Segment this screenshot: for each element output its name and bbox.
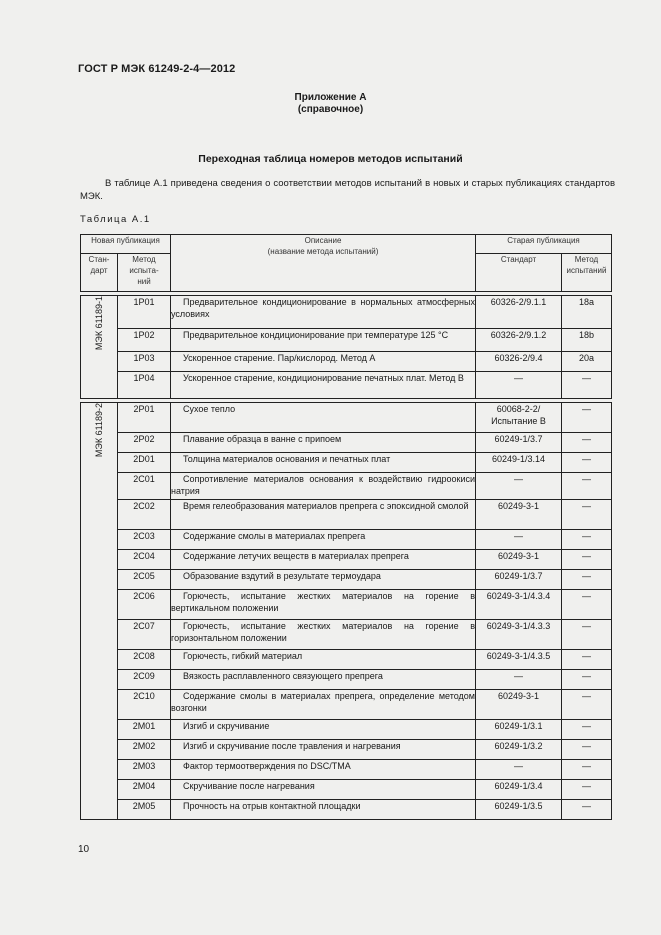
table-row — [81, 780, 612, 800]
method-code: 1P01 — [118, 296, 171, 329]
table-row — [81, 670, 612, 690]
old-method: — — [562, 670, 612, 690]
old-method: — — [562, 570, 612, 590]
table-row — [81, 590, 612, 620]
old-method: — — [562, 590, 612, 620]
method-code: 2C03 — [118, 530, 171, 550]
method-description: Плавание образца в ванне с припоем — [171, 433, 476, 453]
old-method: — — [562, 473, 612, 500]
header-standard: Стандарт — [476, 254, 562, 292]
method-code: 2C05 — [118, 570, 171, 590]
old-standard: — — [476, 760, 562, 780]
old-method: 18b — [562, 329, 612, 352]
old-standard: 60249-3-1 — [476, 690, 562, 720]
method-description: Горючесть, гибкий материал — [171, 650, 476, 670]
table-row — [81, 690, 612, 720]
old-standard: 60249-3-1/4.3.4 — [476, 590, 562, 620]
method-code: 1P02 — [118, 329, 171, 352]
method-code: 2C10 — [118, 690, 171, 720]
table-body — [81, 292, 612, 820]
old-standard: — — [476, 473, 562, 500]
old-standard: 60326-2/9.4 — [476, 352, 562, 372]
old-method: — — [562, 433, 612, 453]
old-method: — — [562, 403, 612, 433]
table-row — [81, 650, 612, 670]
header-method: Метод испытаний — [562, 254, 612, 292]
appendix-title: Приложение А — [294, 92, 367, 103]
old-method: — — [562, 620, 612, 650]
old-method: — — [562, 690, 612, 720]
method-description: Изгиб и скручивание после травления и нагревания — [171, 740, 476, 760]
method-description: Сопротивление материалов основания к воздействию гидроокиси натрия — [171, 473, 476, 500]
old-standard: 60249-1/3.7 — [476, 570, 562, 590]
table-row — [81, 800, 612, 820]
method-description: Время гелеобразования материалов препрега с эпоксидной смолой — [171, 500, 476, 530]
table-row — [81, 760, 612, 780]
old-standard: 60249-3-1/4.3.5 — [476, 650, 562, 670]
method-description: Ускоренное старение, кондиционирование печатных плат. Метод В — [171, 372, 476, 399]
method-description: Предварительное кондиционирование при температуре 125 °С — [171, 329, 476, 352]
table-row — [81, 740, 612, 760]
table-row — [81, 620, 612, 650]
method-description: Содержание смолы в материалах препрега, определение методом возгонки — [171, 690, 476, 720]
old-method: 18a — [562, 296, 612, 329]
old-standard: 60249-1/3.2 — [476, 740, 562, 760]
old-method: — — [562, 740, 612, 760]
group-standard-label: МЭК 61189-2 — [94, 403, 104, 458]
table-row — [81, 329, 612, 352]
old-standard: 60068-2-2/ Испытание В — [476, 403, 562, 433]
table-row — [81, 403, 612, 433]
appendix-subtitle: (справочное) — [297, 104, 364, 115]
method-description: Образование вздутий в результате термоудара — [171, 570, 476, 590]
method-description: Предварительное кондиционирование в нормальных атмосферных условиях — [171, 296, 476, 329]
method-code: 2D01 — [118, 453, 171, 473]
old-standard: 60249-3-1/4.3.3 — [476, 620, 562, 650]
table-caption: Таблица А.1 — [80, 214, 151, 225]
method-description: Горючесть, испытание жестких материалов на горение в горизонтальном положении — [171, 620, 476, 650]
old-standard: 60249-1/3.4 — [476, 780, 562, 800]
table-row — [81, 352, 612, 372]
method-code: 1P04 — [118, 372, 171, 399]
method-description: Содержание смолы в материалах препрега — [171, 530, 476, 550]
table-row — [81, 473, 612, 500]
old-standard: 60249-1/3.14 — [476, 453, 562, 473]
method-code: 2C02 — [118, 500, 171, 530]
method-code: 2P02 — [118, 433, 171, 453]
header-method-short: Метод испыта- ний — [118, 254, 171, 292]
header-description: Описание (название метода испытаний) — [171, 235, 476, 292]
old-method: — — [562, 550, 612, 570]
header-old-publication: Старая публикация — [476, 235, 612, 254]
old-standard: 60249-3-1 — [476, 550, 562, 570]
old-standard: 60249-1/3.1 — [476, 720, 562, 740]
document-code: ГОСТ Р МЭК 61249-2-4—2012 — [78, 63, 236, 75]
table-row — [81, 372, 612, 399]
old-method: — — [562, 760, 612, 780]
method-code: 2M02 — [118, 740, 171, 760]
old-method: — — [562, 650, 612, 670]
table-row — [81, 720, 612, 740]
old-standard: 60249-1/3.5 — [476, 800, 562, 820]
method-code: 2M04 — [118, 780, 171, 800]
table-row — [81, 296, 612, 329]
old-method: — — [562, 780, 612, 800]
page-number: 10 — [78, 844, 90, 855]
header-standard-short: Стан- дарт — [81, 254, 118, 292]
method-description: Толщина материалов основания и печатных плат — [171, 453, 476, 473]
method-description: Горючесть, испытание жестких материалов на горение в вертикальном положении — [171, 590, 476, 620]
table-row — [81, 453, 612, 473]
table-row — [81, 433, 612, 453]
method-description: Сухое тепло — [171, 403, 476, 433]
old-standard: 60249-1/3.7 — [476, 433, 562, 453]
old-standard: — — [476, 372, 562, 399]
method-description: Содержание летучих веществ в материалах препрега — [171, 550, 476, 570]
method-description: Прочность на отрыв контактной площадки — [171, 800, 476, 820]
old-method: 20a — [562, 352, 612, 372]
method-code: 2C09 — [118, 670, 171, 690]
method-code: 2C01 — [118, 473, 171, 500]
old-method: — — [562, 800, 612, 820]
method-description: Изгиб и скручивание — [171, 720, 476, 740]
section-heading: Переходная таблица номеров методов испытаний — [198, 153, 463, 165]
intro-paragraph: В таблице А.1 приведена сведения о соответствии методов испытаний в новых и старых публикациях стандартов МЭК. — [80, 178, 615, 202]
old-method: — — [562, 453, 612, 473]
method-code: 2M01 — [118, 720, 171, 740]
table-row — [81, 500, 612, 530]
old-standard: — — [476, 670, 562, 690]
method-description: Фактор термоотверждения по DSC/TMA — [171, 760, 476, 780]
method-code: 2M05 — [118, 800, 171, 820]
old-standard: — — [476, 530, 562, 550]
table-row — [81, 570, 612, 590]
method-description: Ускоренное старение. Пар/кислород. Метод А — [171, 352, 476, 372]
method-description: Вязкость расплавленного связующего препрега — [171, 670, 476, 690]
method-code: 2C06 — [118, 590, 171, 620]
old-standard: 60326-2/9.1.2 — [476, 329, 562, 352]
old-standard: 60326-2/9.1.1 — [476, 296, 562, 329]
old-standard: 60249-3-1 — [476, 500, 562, 530]
old-method: — — [562, 530, 612, 550]
header-new-publication: Новая публикация — [81, 235, 171, 254]
old-method: — — [562, 500, 612, 530]
method-code: 2M03 — [118, 760, 171, 780]
group-standard-label: МЭК 61189-1 — [94, 296, 104, 351]
old-method: — — [562, 372, 612, 399]
method-code: 2P01 — [118, 403, 171, 433]
table-row — [81, 550, 612, 570]
table-row — [81, 530, 612, 550]
method-description: Скручивание после нагревания — [171, 780, 476, 800]
method-code: 2C07 — [118, 620, 171, 650]
method-table — [80, 234, 612, 820]
group-standard-cell — [81, 403, 118, 820]
old-method: — — [562, 720, 612, 740]
method-code: 2C04 — [118, 550, 171, 570]
group-standard-cell — [81, 296, 118, 399]
method-code: 1P03 — [118, 352, 171, 372]
method-code: 2C08 — [118, 650, 171, 670]
